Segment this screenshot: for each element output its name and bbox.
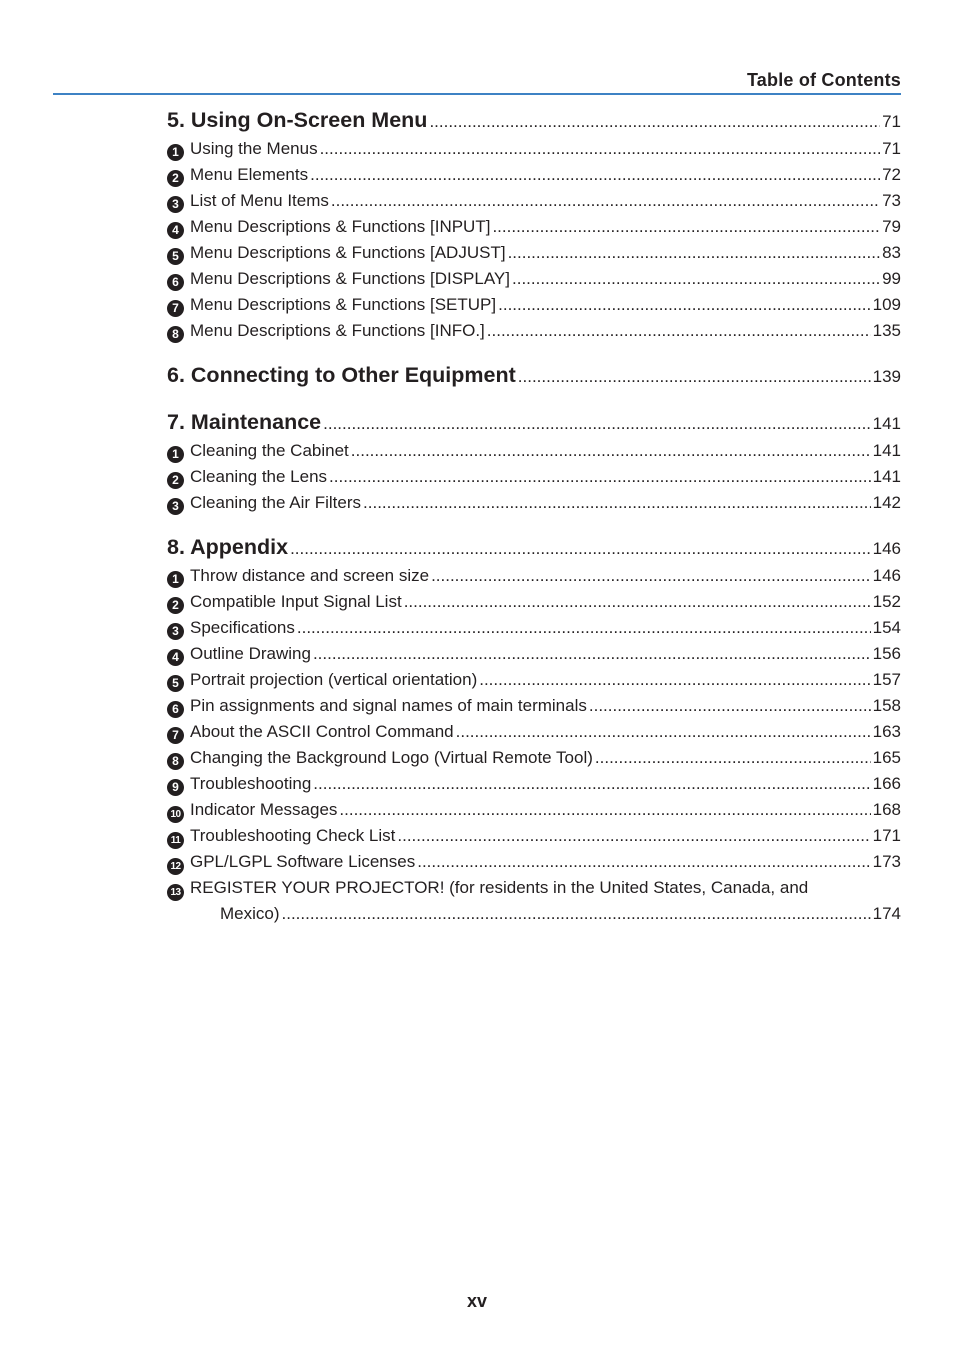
toc-page-number: 173 — [872, 852, 901, 871]
toc-page-number: 152 — [872, 592, 901, 611]
toc-page-number: 141 — [872, 414, 901, 433]
toc-item-label: Troubleshooting — [190, 774, 312, 793]
dot-leader — [431, 563, 871, 589]
toc-page-number: 141 — [872, 441, 901, 460]
toc-item[interactable] — [167, 615, 901, 641]
dot-leader — [456, 719, 871, 745]
dot-leader — [329, 464, 871, 490]
toc-item-label: Compatible Input Signal List — [190, 592, 402, 611]
toc-item[interactable] — [167, 464, 901, 490]
toc-heading-6[interactable] — [167, 359, 901, 391]
number-bullet-icon: 13 — [167, 884, 184, 901]
header-title: Table of Contents — [746, 70, 901, 90]
number-bullet-icon: 2 — [167, 597, 184, 614]
number-bullet-icon: 12 — [167, 858, 184, 875]
toc-page-number: 171 — [872, 826, 901, 845]
header-rule — [53, 93, 901, 95]
toc-page-number: 99 — [882, 269, 901, 288]
toc-item[interactable] — [167, 438, 901, 464]
number-bullet-icon: 1 — [167, 144, 184, 161]
toc-page-number: 141 — [872, 467, 901, 486]
toc-item[interactable] — [167, 771, 901, 797]
toc-item[interactable] — [167, 136, 901, 162]
toc-heading-8[interactable] — [167, 531, 901, 563]
toc-item[interactable] — [167, 589, 901, 615]
section-gap — [167, 516, 901, 531]
toc-item[interactable] — [167, 318, 901, 344]
number-bullet-icon: 3 — [167, 498, 184, 515]
number-bullet-icon: 3 — [167, 196, 184, 213]
toc-heading-title: 8. Appendix — [167, 535, 289, 559]
toc-item-label: Pin assignments and signal names of main terminals — [190, 696, 587, 715]
toc-item[interactable] — [167, 875, 901, 901]
dot-leader — [595, 745, 871, 771]
toc-item[interactable] — [167, 490, 901, 516]
toc-page-number: 72 — [882, 165, 901, 184]
number-bullet-icon: 11 — [167, 832, 184, 849]
toc-page-number: 146 — [872, 539, 901, 558]
toc-page-number: 146 — [872, 566, 901, 585]
dot-leader — [331, 188, 880, 214]
number-bullet-icon: 7 — [167, 300, 184, 317]
toc-item-label: Outline Drawing — [190, 644, 311, 663]
toc-item-label: REGISTER YOUR PROJECTOR! (for residents in the United States, Canada, and — [190, 878, 809, 897]
toc-item-label: Cleaning the Air Filters — [190, 493, 362, 512]
toc-item[interactable] — [167, 849, 901, 875]
number-bullet-icon: 6 — [167, 274, 184, 291]
toc-item-label: Menu Descriptions & Functions [INPUT] — [190, 217, 491, 236]
number-bullet-icon: 7 — [167, 727, 184, 744]
number-bullet-icon: 10 — [167, 806, 184, 823]
dot-leader — [512, 266, 880, 292]
table-of-contents — [167, 104, 901, 927]
dot-leader — [313, 641, 871, 667]
toc-page-number: 79 — [882, 217, 901, 236]
toc-page-number: 154 — [872, 618, 901, 637]
toc-page-number: 135 — [872, 321, 901, 340]
toc-item-label-continued: Mexico) — [220, 904, 280, 923]
number-bullet-icon: 3 — [167, 623, 184, 640]
toc-page-number: 139 — [872, 367, 901, 386]
toc-item[interactable] — [167, 240, 901, 266]
toc-item-label: About the ASCII Control Command — [190, 722, 454, 741]
dot-leader — [290, 531, 871, 565]
section-gap — [167, 391, 901, 406]
toc-item[interactable] — [167, 214, 901, 240]
toc-page-number: 168 — [872, 800, 901, 819]
dot-leader — [339, 797, 870, 823]
toc-item[interactable] — [167, 641, 901, 667]
toc-heading-title: 5. Using On-Screen Menu — [167, 108, 428, 132]
dot-leader — [498, 292, 871, 318]
toc-section-5 — [167, 104, 901, 344]
dot-leader — [282, 901, 871, 927]
toc-page-number: 163 — [872, 722, 901, 741]
dot-leader — [429, 104, 880, 138]
toc-page-number: 157 — [872, 670, 901, 689]
toc-page-number: 158 — [872, 696, 901, 715]
toc-item[interactable] — [167, 266, 901, 292]
toc-item-label: Portrait projection (vertical orientation) — [190, 670, 478, 689]
dot-leader — [479, 667, 870, 693]
number-bullet-icon: 5 — [167, 248, 184, 265]
toc-page-number: 73 — [882, 191, 901, 210]
toc-item[interactable] — [167, 667, 901, 693]
toc-item-label: Menu Elements — [190, 165, 309, 184]
toc-section-8 — [167, 531, 901, 927]
dot-leader — [487, 318, 871, 344]
toc-page-number: 83 — [882, 243, 901, 262]
toc-item-label: GPL/LGPL Software Licenses — [190, 852, 416, 871]
toc-item[interactable] — [167, 797, 901, 823]
toc-item[interactable] — [167, 162, 901, 188]
number-bullet-icon: 1 — [167, 446, 184, 463]
dot-leader — [320, 136, 881, 162]
dot-leader — [313, 771, 870, 797]
toc-item-label: Troubleshooting Check List — [190, 826, 396, 845]
dot-leader — [518, 359, 871, 393]
number-bullet-icon: 2 — [167, 170, 184, 187]
dot-leader — [404, 589, 871, 615]
toc-item-label: Using the Menus — [190, 139, 318, 158]
toc-page-number: 142 — [872, 493, 901, 512]
toc-page-number: 71 — [882, 139, 901, 158]
toc-item[interactable] — [167, 823, 901, 849]
number-bullet-icon: 2 — [167, 472, 184, 489]
dot-leader — [508, 240, 881, 266]
number-bullet-icon: 4 — [167, 222, 184, 239]
toc-item[interactable] — [167, 292, 901, 318]
toc-item-label: Indicator Messages — [190, 800, 338, 819]
toc-item-label: Menu Descriptions & Functions [SETUP] — [190, 295, 497, 314]
page-number: xv — [466, 1291, 488, 1311]
number-bullet-icon: 5 — [167, 675, 184, 692]
toc-heading-title: 6. Connecting to Other Equipment — [167, 363, 516, 387]
dot-leader — [589, 693, 871, 719]
toc-page-number: 156 — [872, 644, 901, 663]
toc-section-6 — [167, 359, 901, 391]
toc-item-continuation[interactable] — [167, 901, 901, 927]
toc-item-label: Changing the Background Logo (Virtual Remote Tool) — [190, 748, 593, 767]
number-bullet-icon: 9 — [167, 779, 184, 796]
toc-item[interactable] — [167, 693, 901, 719]
number-bullet-icon: 8 — [167, 326, 184, 343]
toc-item-label: Menu Descriptions & Functions [ADJUST] — [190, 243, 506, 262]
toc-item[interactable] — [167, 719, 901, 745]
toc-heading-7[interactable] — [167, 406, 901, 438]
number-bullet-icon: 4 — [167, 649, 184, 666]
section-gap — [167, 344, 901, 359]
toc-item-label: Menu Descriptions & Functions [INFO.] — [190, 321, 485, 340]
number-bullet-icon: 1 — [167, 571, 184, 588]
number-bullet-icon: 6 — [167, 701, 184, 718]
toc-item[interactable] — [167, 745, 901, 771]
toc-item-label: List of Menu Items — [190, 191, 329, 210]
toc-heading-5[interactable] — [167, 104, 901, 136]
toc-section-7 — [167, 406, 901, 516]
dot-leader — [351, 438, 871, 464]
toc-item-label: Cleaning the Cabinet — [190, 441, 349, 460]
dot-leader — [492, 214, 880, 240]
dot-leader — [397, 823, 870, 849]
toc-item-label: Throw distance and screen size — [190, 566, 430, 585]
number-bullet-icon: 8 — [167, 753, 184, 770]
toc-page-number: 174 — [872, 904, 901, 923]
dot-leader — [363, 490, 871, 516]
toc-item[interactable] — [167, 188, 901, 214]
toc-item[interactable] — [167, 563, 901, 589]
dot-leader — [297, 615, 871, 641]
toc-item-label: Cleaning the Lens — [190, 467, 328, 486]
dot-leader — [310, 162, 880, 188]
toc-page-number: 165 — [872, 748, 901, 767]
toc-page-number: 166 — [872, 774, 901, 793]
toc-item-label: Specifications — [190, 618, 295, 637]
toc-heading-title: 7. Maintenance — [167, 410, 322, 434]
toc-item-label: Menu Descriptions & Functions [DISPLAY] — [190, 269, 510, 288]
toc-page-number: 109 — [872, 295, 901, 314]
dot-leader — [323, 406, 870, 440]
toc-page-number: 71 — [882, 112, 901, 131]
dot-leader — [417, 849, 870, 875]
